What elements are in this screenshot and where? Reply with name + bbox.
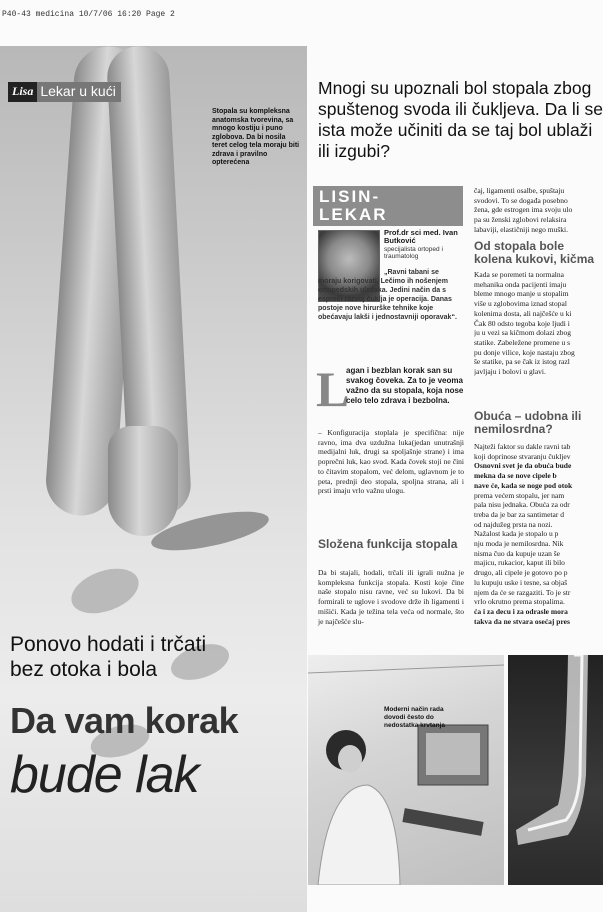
text-line: koji doprinose stvaranju čukljev bbox=[474, 451, 571, 461]
brand-section: Lekar u kući bbox=[37, 82, 120, 102]
text-line: Osnovni svet je da obuća bude bbox=[474, 461, 572, 471]
lede-text: agan i bezblan korak san su svakog čoveka. Za to je veoma važno da su stopala, koja nose celo telo zdrava i bezbolna. bbox=[346, 366, 464, 405]
text-line: drugo, ali cipele je gotovo po p bbox=[474, 568, 568, 578]
body-text-col3 bbox=[474, 186, 603, 235]
text-line: kolenima dosta, ali najčešće u ki bbox=[474, 308, 572, 318]
xray-photo bbox=[508, 655, 603, 885]
text-line: Kada se poremeti ta normalna bbox=[474, 270, 564, 279]
text-line: Najteži faktor su dakle ravni tab bbox=[474, 442, 571, 451]
section-brand bbox=[8, 82, 121, 102]
text-line: statike. Zabeležene promene u s bbox=[474, 337, 570, 347]
text-line: od najdužeg prsta na nozi. bbox=[474, 519, 553, 529]
brand-lisa: Lisa bbox=[8, 82, 37, 102]
footprint bbox=[65, 560, 144, 622]
subheading: Od stopala bole kolena kukovi, kičma bbox=[474, 239, 595, 266]
subtitle-line-1: Ponovo hodati i trčati bbox=[10, 633, 207, 656]
text-line: labaviji, elastičniji nego muški. bbox=[474, 224, 568, 234]
text-line: mekna da se nove cipele b bbox=[474, 471, 557, 481]
photo-caption: Moderni način rada dovodi često do nedostatka krvtanja bbox=[384, 706, 446, 729]
text-line: čaj, ligamenti osalbe, spuštaju bbox=[474, 186, 565, 195]
text-line: nisma čuo da kupuje uzan še bbox=[474, 548, 561, 558]
text-line: še statike, pa se čak iz istog razl bbox=[474, 357, 570, 367]
body-text: Da bi stajali, hodali, trčali ili igrali nužna je kompleksna funkcija stopala. Kosti koje čine naše stopalo nisu ravne, već su lukovi. Da bi formirali te uglove i svodove drže ih ligamenti i mišići. Kada je težina tela veća od normale, što je najčešće slu- bbox=[318, 568, 464, 626]
text-line: treba da je bar za santimetar d bbox=[474, 509, 564, 519]
text-line: majicu, rukacior, kaput ili bilo bbox=[474, 558, 565, 568]
office-scene-illustration bbox=[308, 655, 504, 885]
hero-caption: Stopala su kompleksna anatomska tvorevina, sa mnogo kostiju i puno zglobova. Da bi nosila teret celog tela moraju biti zdrava i pravilno opterećena bbox=[212, 108, 300, 166]
doctor-name: Prof.dr sci med. Ivan Butković bbox=[384, 228, 458, 245]
text-line: svodovi. To se događa posebno bbox=[474, 195, 568, 205]
doctor-quote: „Ravni tabani se moraju korigovati. Lečimo ih nošenjem ortopedskih uložaka. Jedini način da s espreči razvoj čuklja je operacija. Danas postoje nove hirurške tehnike koje obećavaju lakši i jednostavniji oporavak“. bbox=[318, 269, 457, 321]
text-line: ća i za decu i za odrasle mora bbox=[474, 606, 568, 616]
text-line: javljaju i bolovi u glavi. bbox=[474, 367, 546, 377]
foot bbox=[108, 426, 178, 536]
text-line: žena, gde estrogen ima svoju ulo bbox=[474, 205, 573, 215]
body-text-col3 bbox=[474, 442, 603, 626]
column-box-line-1: LISIN- bbox=[319, 187, 381, 206]
text-line: takva da ne stvara osećaj pres bbox=[474, 616, 570, 626]
text-line: pala nisu jednaka. Obuća za odr bbox=[474, 500, 570, 510]
foot-xray-illustration bbox=[508, 655, 603, 885]
text-line: Čak 80 odsto tegoba koje ljudi i bbox=[474, 318, 570, 328]
text-line: Nažalost kada je stopalo u p bbox=[474, 529, 559, 539]
body-text-col3 bbox=[474, 270, 603, 377]
text-line: prema većem stopalu, jer nam bbox=[474, 490, 565, 500]
text-line: pa su ženski zglobovi relaksira bbox=[474, 215, 567, 225]
text-line: nju moda je nemilosrdna. Nik bbox=[474, 539, 564, 549]
subtitle-line-2: bez otoka i bola bbox=[10, 658, 158, 681]
headline-line-1: Da vam korak bbox=[10, 700, 239, 741]
text-line: lu kupuju uske i tesne, sa objaš bbox=[474, 577, 568, 587]
text-line: pu donje vilice, koje nastaju zbog bbox=[474, 347, 575, 357]
column-box-line-2: LEKAR bbox=[319, 205, 388, 224]
text-line: vrlo okrutno prema stopalima. bbox=[474, 597, 565, 607]
text-line: mehanika onda pacijenti imaju bbox=[474, 279, 567, 289]
text-line: ju u vezi sa kičmom dolazi zbog bbox=[474, 328, 572, 338]
text-line: bleme mnogo manje u stopalim bbox=[474, 289, 569, 299]
print-slug: P40-43 medicina 10/7/06 16:20 Page 2 bbox=[2, 10, 175, 19]
office-photo bbox=[308, 655, 504, 885]
body-text: – Konfiguracija stoplala je specifična: nije ravno, ima dva uzdužna luka(jedan unutrašnji medijalni luk, drugi sa spoljašnje strane) i ima poprečni luk, kao svod. Kada čovek stoji ne čini to čitavim stopalom, već delom, uglavnom je to peta, prednji deo stopala, spoljna strana, ali i prsti imaju vrlo važnu ulogu. bbox=[318, 428, 464, 496]
drop-cap: L bbox=[316, 361, 350, 417]
text-line: više u zglobovima iznad stopal bbox=[474, 299, 567, 309]
text-line: njem da će se razgaziti. To je str bbox=[474, 587, 571, 597]
subheading: Složena funkcija stopala bbox=[318, 537, 458, 551]
doctor-specialty: specijalista ortoped i traumatolog bbox=[384, 246, 443, 260]
intro-question: Mnogi su upoznali bol stopala zbog spuštenog svoda ili čukljeva. Da li se ista može učiniti da se taj bol ublaži ili izgubi? bbox=[318, 78, 603, 161]
column-box bbox=[313, 186, 463, 226]
headline-line-2: bude lak bbox=[10, 746, 199, 804]
text-line: nave će, kada se noge pod otok bbox=[474, 480, 573, 490]
subtitle bbox=[10, 632, 206, 682]
subheading: Obuća – udobna ili nemilosrdna? bbox=[474, 409, 582, 436]
